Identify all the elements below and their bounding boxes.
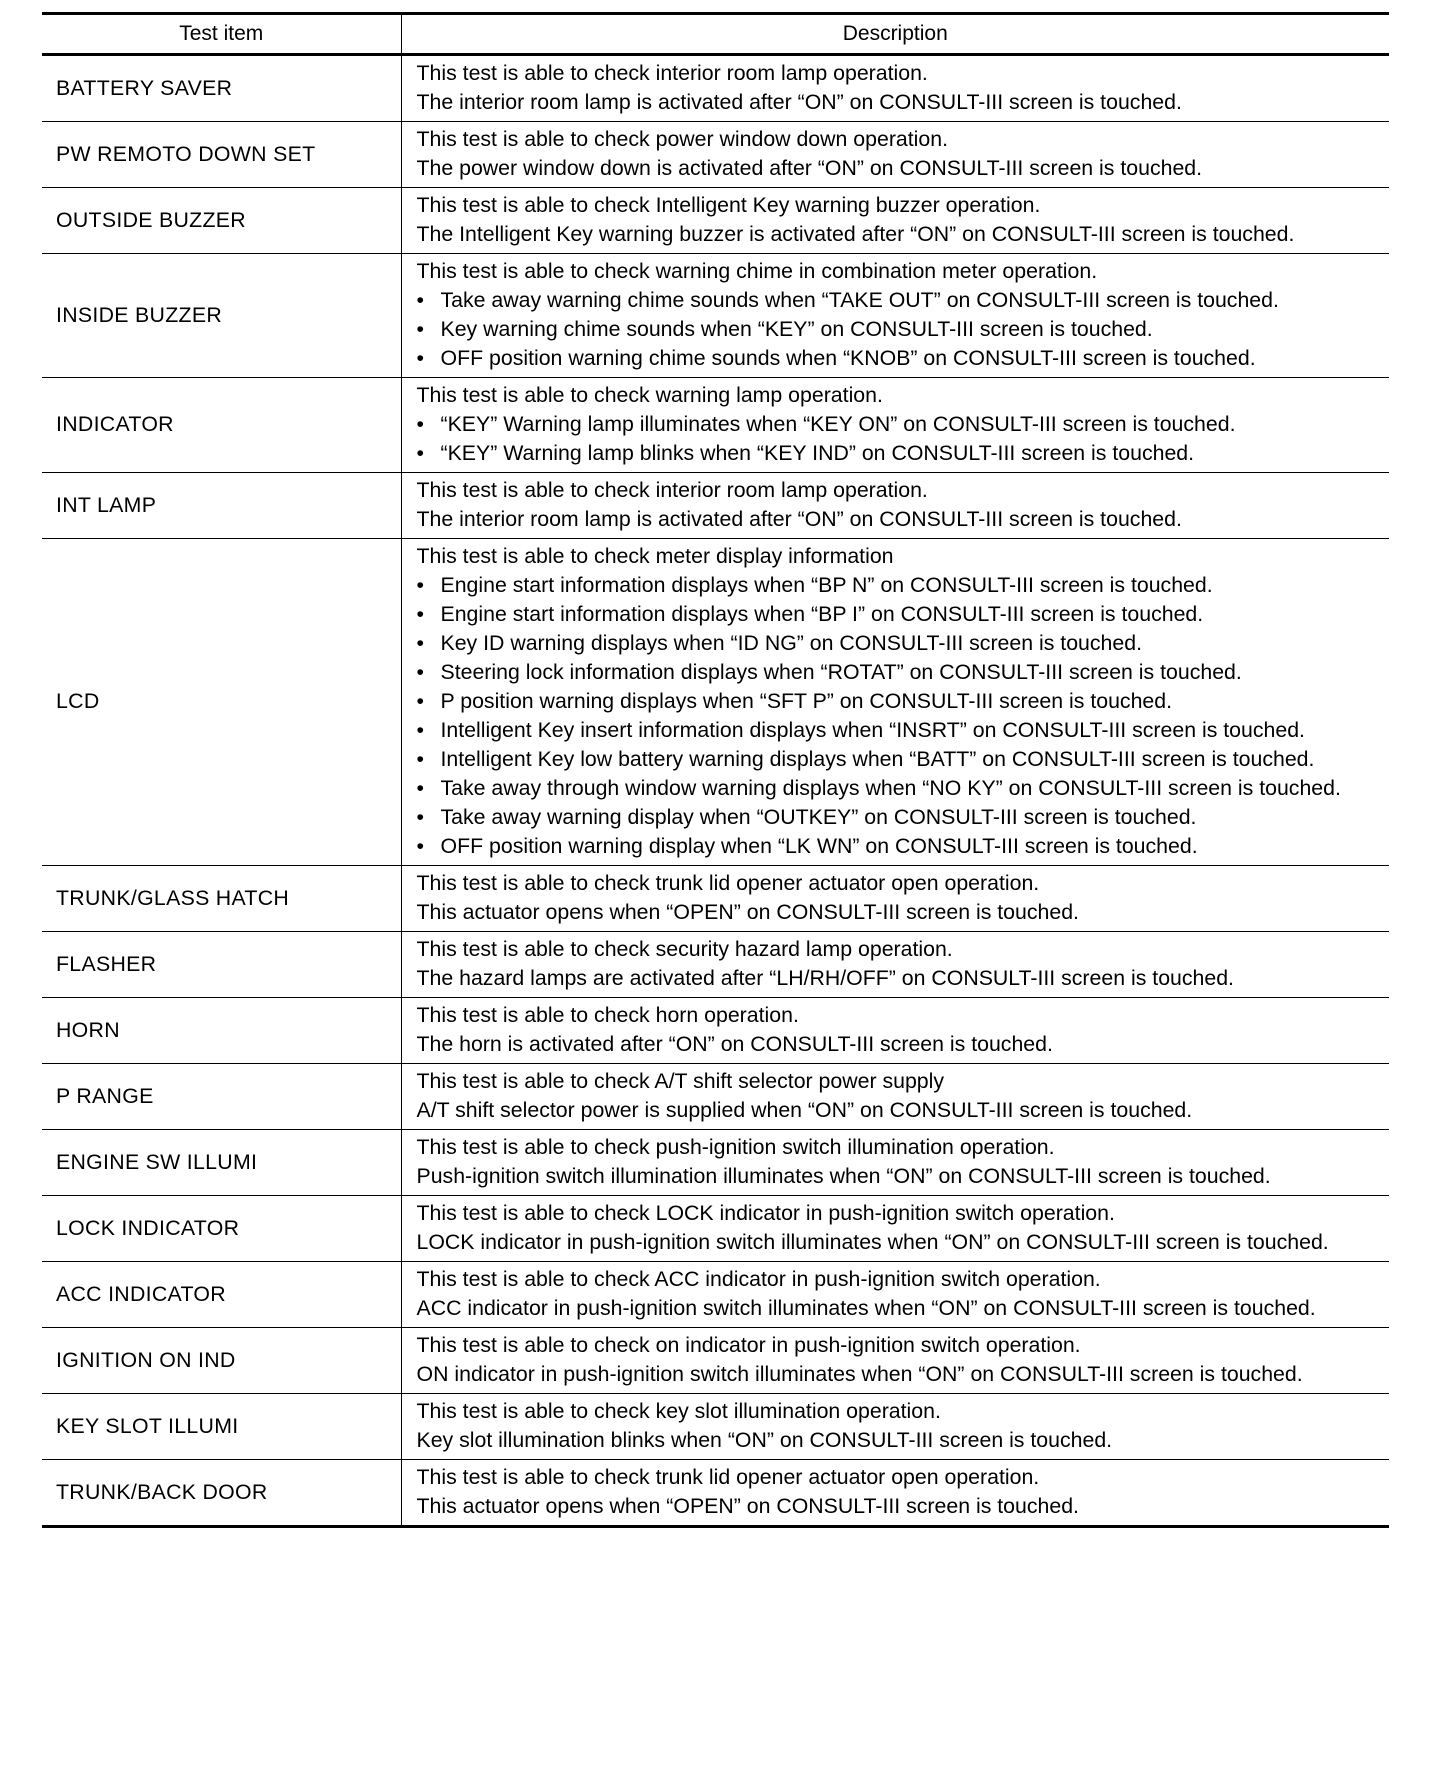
description-bullet: • Intelligent Key low battery warning displays when “BATT” on CONSULT-III screen is touched.: [417, 745, 1386, 774]
table-row: [42, 1064, 1389, 1130]
description-bullet: • “KEY” Warning lamp blinks when “KEY IND” on CONSULT-III screen is touched.: [417, 439, 1386, 468]
description-bullet: • P position warning displays when “SFT P” on CONSULT-III screen is touched.: [417, 687, 1386, 716]
description-note: The horn is activated after “ON” on CONSULT-III screen is touched.: [416, 1032, 1053, 1056]
description-note: ON indicator in push-ignition switch illuminates when “ON” on CONSULT-III screen is touched.: [416, 1362, 1303, 1386]
description-intro: This test is able to check warning chime in combination meter operation.: [416, 259, 1098, 283]
description-note: The hazard lamps are activated after “LH/RH/OFF” on CONSULT-III screen is touched.: [416, 966, 1234, 990]
description-intro: This test is able to check interior room lamp operation.: [416, 61, 928, 85]
test-item-cell: OUTSIDE BUZZER: [42, 188, 401, 254]
table-row: [42, 1196, 1389, 1262]
description-intro: This test is able to check security hazard lamp operation.: [416, 937, 953, 961]
description-intro: This test is able to check LOCK indicator in push-ignition switch operation.: [416, 1201, 1115, 1225]
table-row: [42, 122, 1389, 188]
test-item-cell: LCD: [42, 539, 401, 866]
test-item-cell: BATTERY SAVER: [42, 55, 401, 122]
table-row: [42, 254, 1389, 378]
description-cell: [401, 55, 1389, 122]
description-cell: [401, 1064, 1389, 1130]
table-row: [42, 473, 1389, 539]
description-cell: [401, 1460, 1389, 1527]
description-intro: This test is able to check Intelligent Key warning buzzer operation.: [416, 193, 1041, 217]
test-item-cell: INSIDE BUZZER: [42, 254, 401, 378]
description-note: The Intelligent Key warning buzzer is activated after “ON” on CONSULT-III screen is touched.: [416, 222, 1295, 246]
table-row: [42, 932, 1389, 998]
description-bullet: • Steering lock information displays when “ROTAT” on CONSULT-III screen is touched.: [417, 658, 1386, 687]
table-row: [42, 1460, 1389, 1527]
description-cell: [401, 539, 1389, 866]
description-intro: This test is able to check A/T shift selector power supply: [416, 1069, 945, 1093]
table-row: [42, 539, 1389, 866]
table-row: [42, 1262, 1389, 1328]
description-bullet: • OFF position warning display when “LK WN” on CONSULT-III screen is touched.: [417, 832, 1386, 861]
description-note: This actuator opens when “OPEN” on CONSULT-III screen is touched.: [416, 1494, 1079, 1518]
description-bullet: • “KEY” Warning lamp illuminates when “KEY ON” on CONSULT-III screen is touched.: [417, 410, 1386, 439]
test-item-cell: PW REMOTO DOWN SET: [42, 122, 401, 188]
header-description: Description: [401, 14, 1389, 55]
description-note: Key slot illumination blinks when “ON” on CONSULT-III screen is touched.: [416, 1428, 1113, 1452]
description-cell: [401, 1262, 1389, 1328]
table-header: [42, 14, 1389, 55]
description-cell: [401, 473, 1389, 539]
table-row: [42, 188, 1389, 254]
test-item-cell: P RANGE: [42, 1064, 401, 1130]
description-cell: [401, 122, 1389, 188]
description-cell: [401, 866, 1389, 932]
description-intro: This test is able to check horn operation.: [416, 1003, 799, 1027]
test-item-cell: HORN: [42, 998, 401, 1064]
test-item-cell: KEY SLOT ILLUMI: [42, 1394, 401, 1460]
table-row: [42, 1130, 1389, 1196]
description-intro: This test is able to check ACC indicator in push-ignition switch operation.: [416, 1267, 1101, 1291]
test-item-cell: TRUNK/GLASS HATCH: [42, 866, 401, 932]
description-bullet: • Key ID warning displays when “ID NG” on CONSULT-III screen is touched.: [417, 629, 1386, 658]
description-bullet: • Engine start information displays when “BP I” on CONSULT-III screen is touched.: [417, 600, 1386, 629]
test-item-cell: TRUNK/BACK DOOR: [42, 1460, 401, 1527]
test-item-cell: INT LAMP: [42, 473, 401, 539]
description-cell: [401, 188, 1389, 254]
description-intro: This test is able to check interior room lamp operation.: [416, 478, 928, 502]
description-bullet: • Key warning chime sounds when “KEY” on CONSULT-III screen is touched.: [417, 315, 1386, 344]
table-row: [42, 998, 1389, 1064]
table-row: [42, 1394, 1389, 1460]
description-bullet: • OFF position warning chime sounds when “KNOB” on CONSULT-III screen is touched.: [417, 344, 1386, 373]
description-bullet: • Take away warning chime sounds when “TAKE OUT” on CONSULT-III screen is touched.: [417, 286, 1386, 315]
table-row: [42, 55, 1389, 122]
description-intro: This test is able to check warning lamp operation.: [416, 383, 883, 407]
description-cell: [401, 932, 1389, 998]
description-note: A/T shift selector power is supplied when “ON” on CONSULT-III screen is touched.: [416, 1098, 1193, 1122]
description-note: This actuator opens when “OPEN” on CONSULT-III screen is touched.: [416, 900, 1079, 924]
description-bullet: • Intelligent Key insert information displays when “INSRT” on CONSULT-III screen is touched.: [417, 716, 1386, 745]
description-cell: [401, 1130, 1389, 1196]
description-cell: [401, 1328, 1389, 1394]
description-intro: This test is able to check key slot illumination operation.: [416, 1399, 941, 1423]
test-item-cell: IGNITION ON IND: [42, 1328, 401, 1394]
header-row: [42, 14, 1389, 55]
description-cell: [401, 1394, 1389, 1460]
description-intro: This test is able to check trunk lid opener actuator open operation.: [416, 1465, 1040, 1489]
description-bullet: • Take away through window warning displays when “NO KY” on CONSULT-III screen is touched.: [417, 774, 1386, 803]
description-intro: This test is able to check on indicator in push-ignition switch operation.: [416, 1333, 1081, 1357]
table-row: [42, 1328, 1389, 1394]
description-note: ACC indicator in push-ignition switch illuminates when “ON” on CONSULT-III screen is touched.: [416, 1296, 1316, 1320]
test-item-table: [42, 12, 1389, 1528]
description-note: The interior room lamp is activated after “ON” on CONSULT-III screen is touched.: [416, 507, 1182, 531]
table-row: [42, 866, 1389, 932]
description-note: LOCK indicator in push-ignition switch illuminates when “ON” on CONSULT-III screen is touched.: [416, 1230, 1329, 1254]
description-intro: This test is able to check trunk lid opener actuator open operation.: [416, 871, 1040, 895]
header-test-item: Test item: [42, 14, 401, 55]
test-item-cell: INDICATOR: [42, 378, 401, 473]
table-row: [42, 378, 1389, 473]
table-body: [42, 55, 1389, 1527]
description-note: The interior room lamp is activated after “ON” on CONSULT-III screen is touched.: [416, 90, 1182, 114]
description-bullet: • Engine start information displays when “BP N” on CONSULT-III screen is touched.: [417, 571, 1386, 600]
description-cell: [401, 254, 1389, 378]
test-item-cell: FLASHER: [42, 932, 401, 998]
description-intro: This test is able to check power window down operation.: [416, 127, 949, 151]
description-cell: [401, 378, 1389, 473]
test-item-cell: ACC INDICATOR: [42, 1262, 401, 1328]
description-note: Push-ignition switch illumination illuminates when “ON” on CONSULT-III screen is touched.: [416, 1164, 1271, 1188]
description-bullet: • Take away warning display when “OUTKEY” on CONSULT-III screen is touched.: [417, 803, 1386, 832]
test-item-cell: LOCK INDICATOR: [42, 1196, 401, 1262]
description-intro: This test is able to check meter display information: [416, 544, 894, 568]
test-item-cell: ENGINE SW ILLUMI: [42, 1130, 401, 1196]
description-cell: [401, 998, 1389, 1064]
description-cell: [401, 1196, 1389, 1262]
description-note: The power window down is activated after “ON” on CONSULT-III screen is touched.: [416, 156, 1203, 180]
description-intro: This test is able to check push-ignition switch illumination operation.: [416, 1135, 1055, 1159]
